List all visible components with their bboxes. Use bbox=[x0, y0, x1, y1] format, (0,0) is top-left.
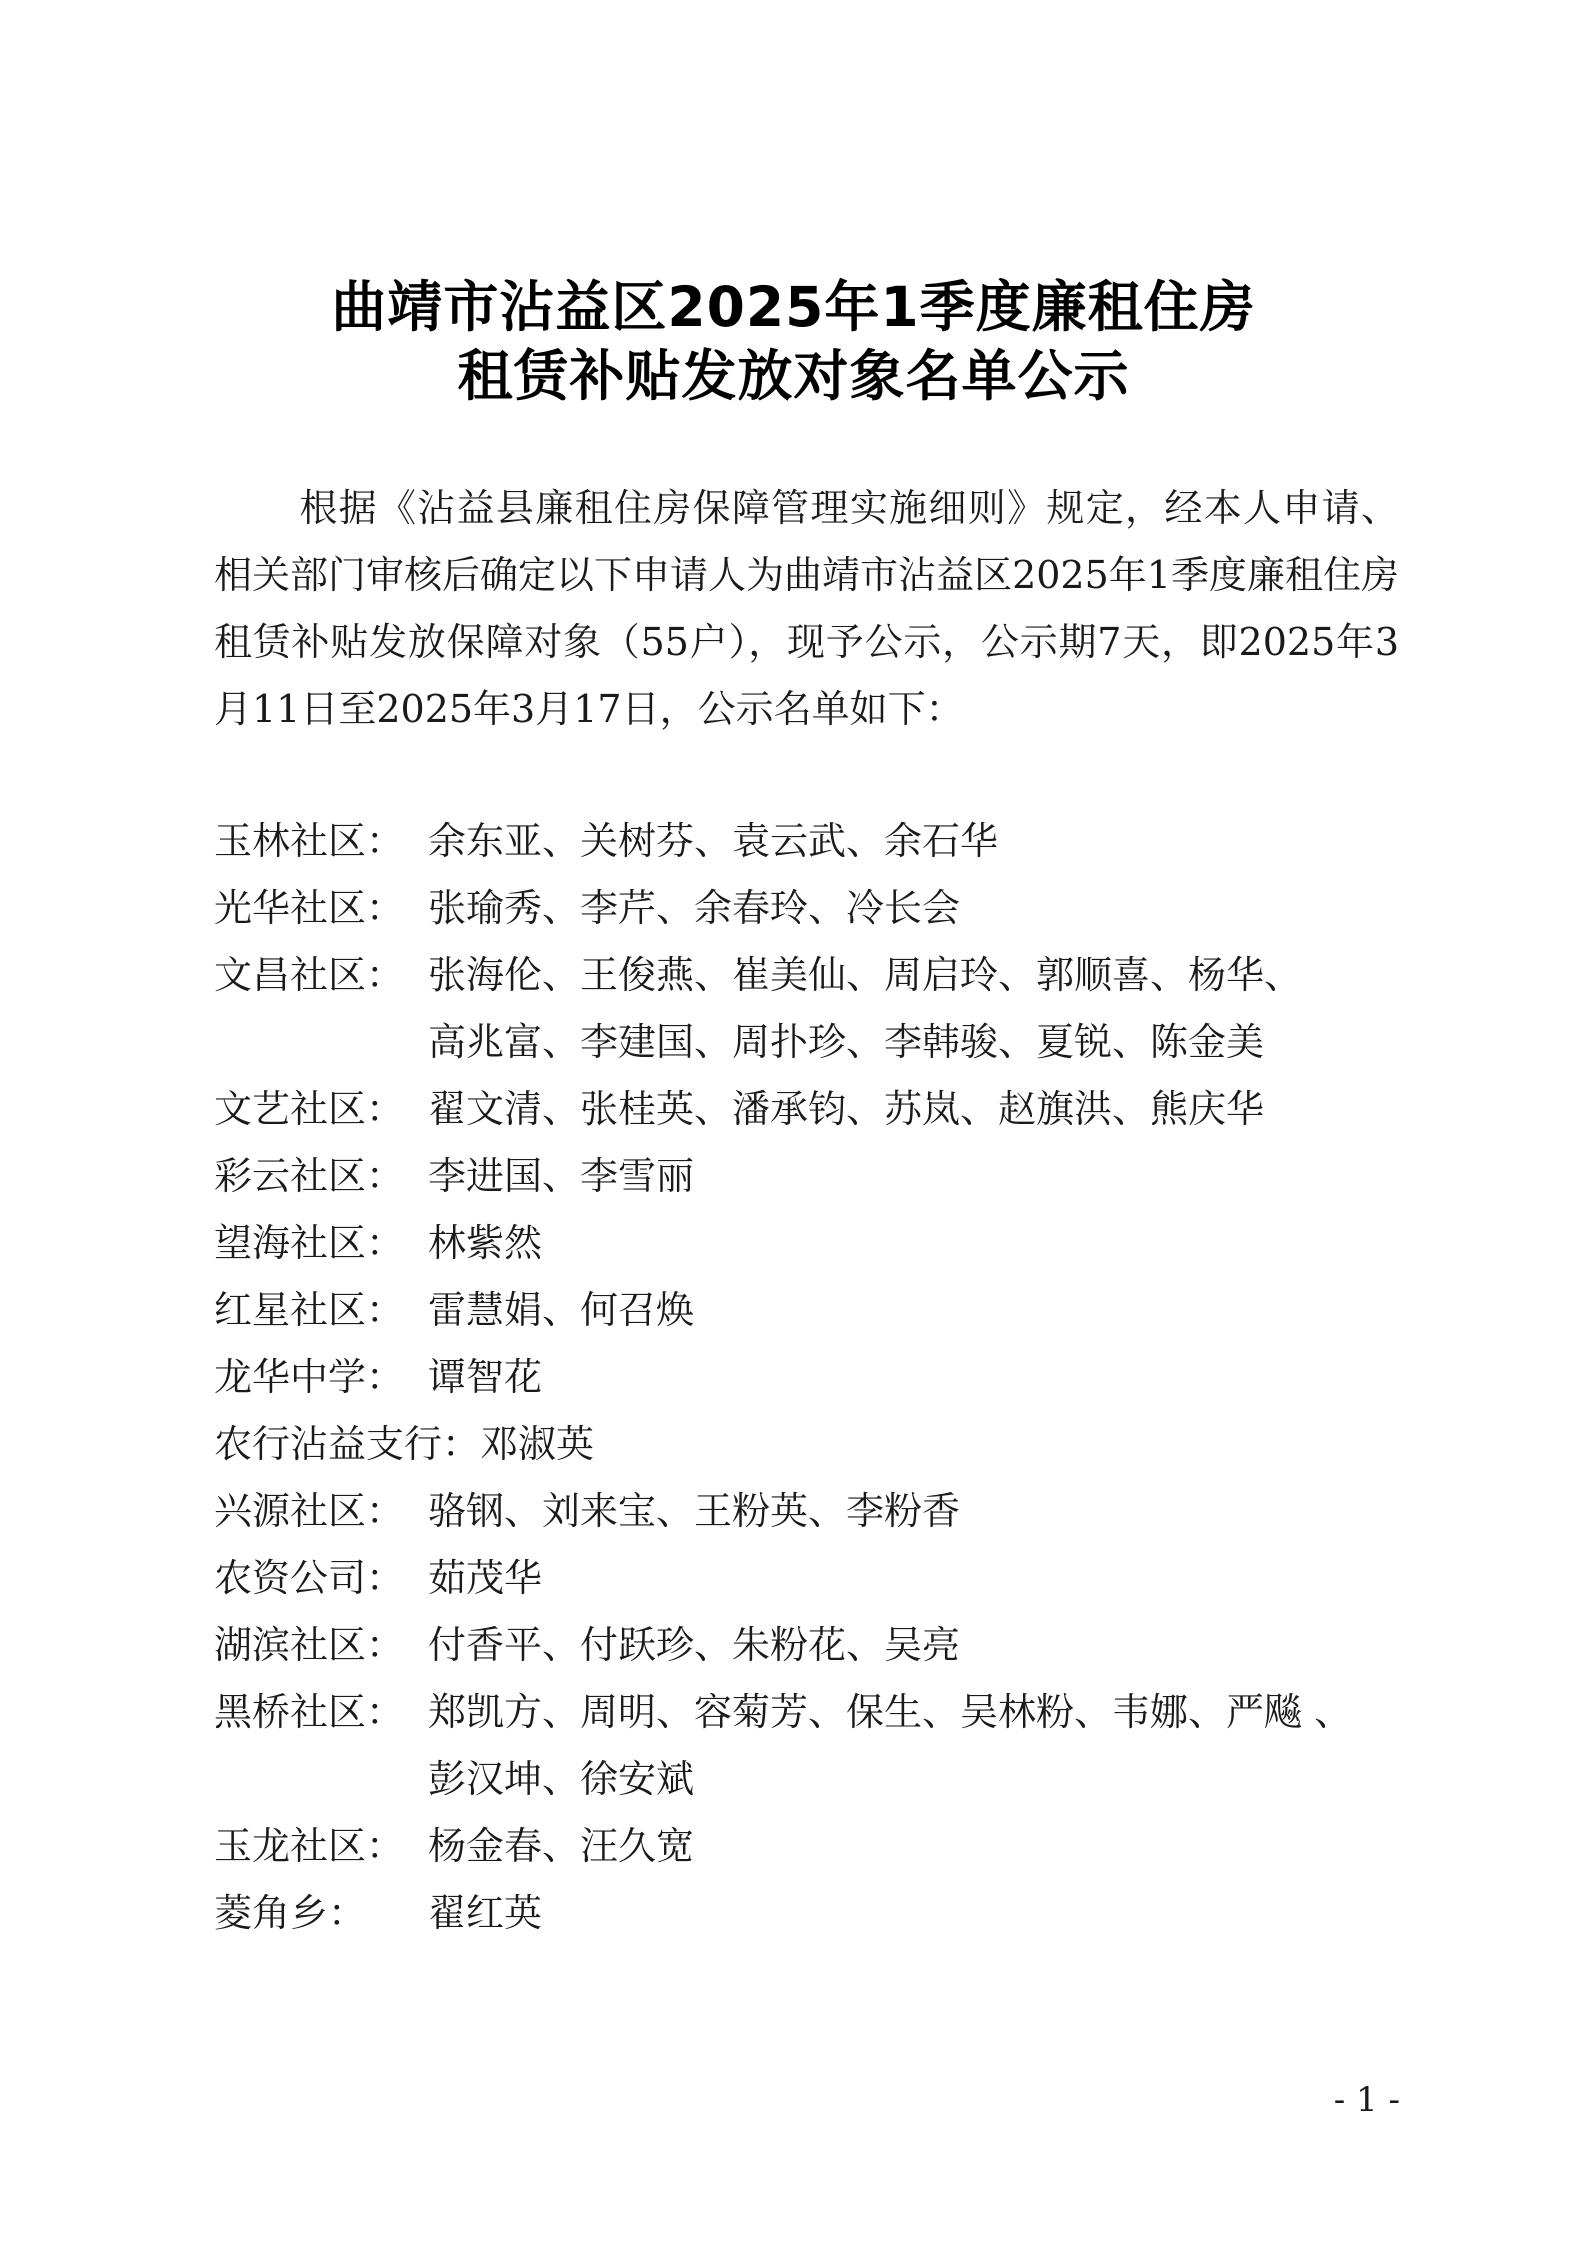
recipient-names: 张瑜秀、李芹、余春玲、冷长会 bbox=[428, 886, 961, 930]
community-label: 玉龙社区： bbox=[214, 1824, 405, 1868]
community-label: 菱角乡： bbox=[214, 1891, 367, 1935]
list-item bbox=[214, 875, 1414, 942]
recipient-names: 李进国、李雪丽 bbox=[428, 1154, 695, 1198]
community-label: 彩云社区： bbox=[214, 1154, 405, 1198]
recipient-names: 郑凯方、周明、容菊芳、保生、吴林粉、韦娜、严飚 、 彭汉坤、徐安斌 bbox=[428, 1690, 1353, 1801]
intro-paragraph bbox=[214, 475, 1399, 743]
community-label: 文艺社区： bbox=[214, 1087, 405, 1131]
recipient-names: 翟文清、张桂英、潘承钧、苏岚、赵旗洪、熊庆华 bbox=[428, 1087, 1265, 1131]
recipient-names: 林紫然 bbox=[428, 1221, 543, 1265]
community-label: 文昌社区： bbox=[214, 953, 405, 997]
list-item bbox=[214, 1813, 1414, 1880]
community-label: 玉林社区： bbox=[214, 819, 405, 863]
recipient-names: 付香平、付跃珍、朱粉花、吴亮 bbox=[428, 1623, 961, 1667]
recipient-names: 张海伦、王俊燕、崔美仙、周启玲、郭顺喜、杨华、 高兆富、李建国、周扑珍、李韩骏、夏锐、陈金美 bbox=[428, 953, 1303, 1064]
community-label: 光华社区： bbox=[214, 886, 405, 930]
list-item bbox=[214, 1210, 1414, 1277]
recipient-names: 骆钢、刘来宝、王粉英、李粉香 bbox=[428, 1489, 961, 1533]
community-label: 兴源社区： bbox=[214, 1489, 405, 1533]
list-item bbox=[214, 1612, 1414, 1679]
list-item bbox=[214, 1344, 1414, 1411]
community-label: 农资公司： bbox=[214, 1556, 405, 1600]
community-label: 黑桥社区： bbox=[214, 1690, 405, 1734]
list-item bbox=[214, 1411, 1414, 1478]
list-item bbox=[214, 1478, 1414, 1545]
list-item bbox=[214, 942, 1414, 1076]
community-label: 望海社区： bbox=[214, 1221, 405, 1265]
page-number: - 1 - bbox=[1333, 2080, 1400, 2120]
list-item bbox=[214, 1277, 1414, 1344]
recipient-names: 谭智花 bbox=[428, 1355, 543, 1399]
document-title-line-2: 租赁补贴发放对象名单公示 bbox=[457, 344, 1130, 408]
recipient-list bbox=[214, 808, 1414, 1947]
recipient-names: 翟红英 bbox=[428, 1891, 543, 1935]
list-item bbox=[214, 1076, 1414, 1143]
intro-text: 根据《沾益县廉租住房保障管理实施细则》规定，经本人申请、相关部门审核后确定以下申请人为曲靖市沾益区2025年1季度廉租住房租赁补贴发放保障对象（55户），现予公示，公示期7天，即2025年3月11日至2025年3月17日，公示名单如下： bbox=[214, 486, 1399, 731]
list-item bbox=[214, 1143, 1414, 1210]
community-label: 红星社区： bbox=[214, 1288, 405, 1332]
list-item bbox=[214, 1679, 1414, 1813]
recipient-names: 余东亚、关树芬、袁云武、余石华 bbox=[428, 819, 999, 863]
recipient-names: 雷慧娟、何召焕 bbox=[428, 1288, 695, 1332]
community-label: 农行沾益支行：邓淑英 bbox=[214, 1422, 595, 1466]
list-item bbox=[214, 1545, 1414, 1612]
community-label: 龙华中学： bbox=[214, 1355, 405, 1399]
community-label: 湖滨社区： bbox=[214, 1623, 405, 1667]
document-title-line-1: 曲靖市沾益区2025年1季度廉租住房 bbox=[331, 275, 1256, 339]
recipient-names: 杨金春、汪久宽 bbox=[428, 1824, 695, 1868]
list-item bbox=[214, 1880, 1414, 1947]
list-item bbox=[214, 808, 1414, 875]
recipient-names: 茹茂华 bbox=[428, 1556, 543, 1600]
